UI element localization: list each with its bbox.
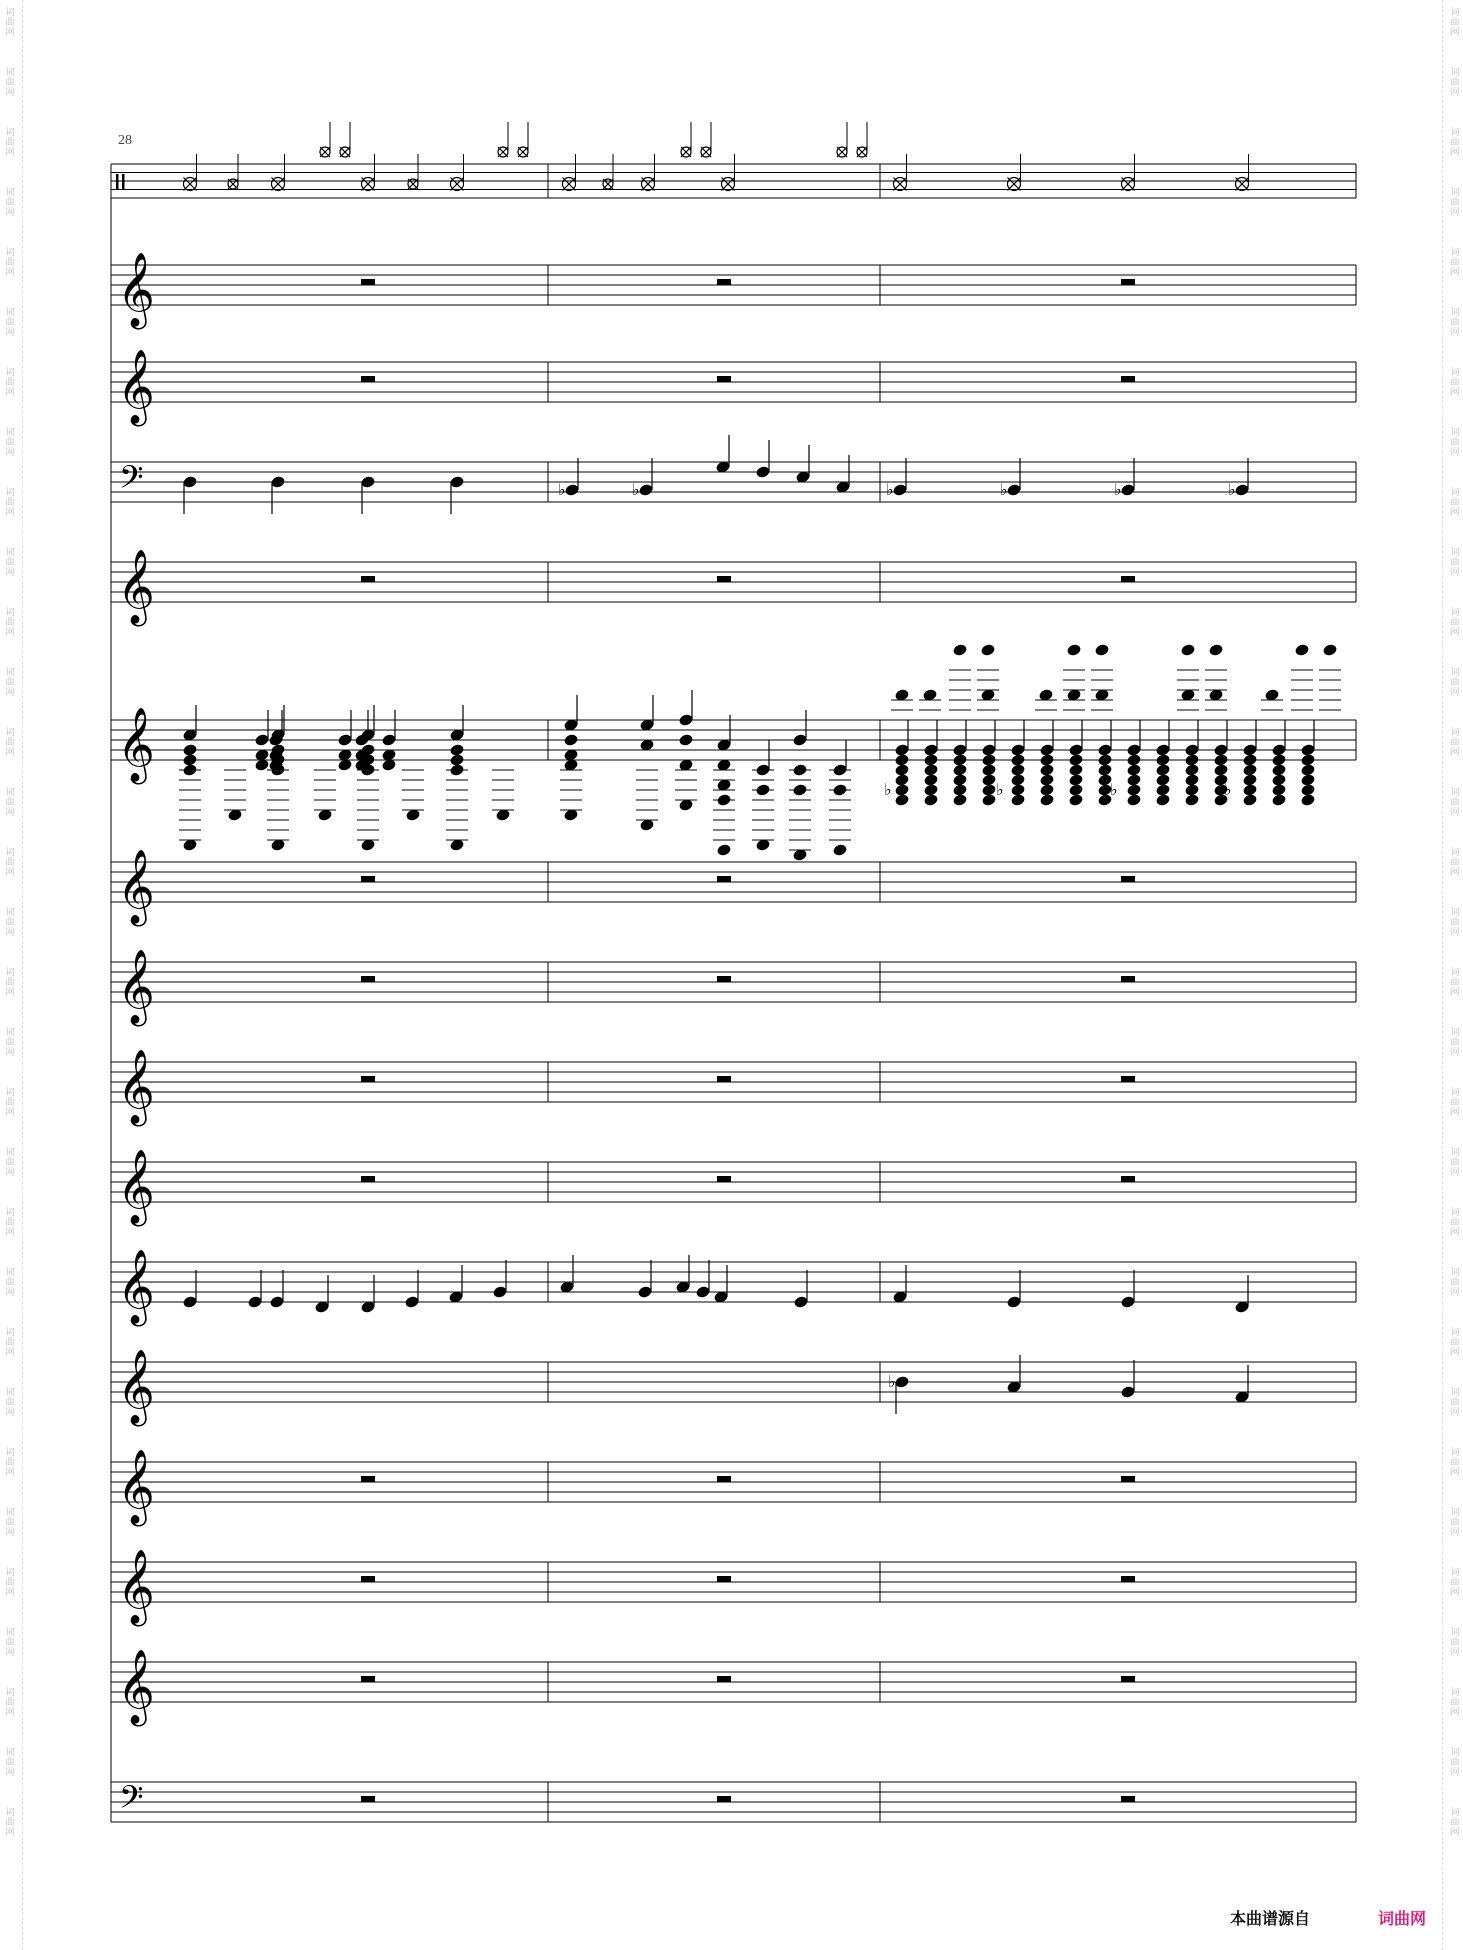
whole-rest	[717, 1796, 731, 1802]
chord-note	[1180, 643, 1196, 657]
chord-note	[1068, 793, 1084, 807]
chord-note	[894, 783, 910, 797]
footer-source-label: 本曲谱源自	[1230, 1909, 1311, 1928]
watermark-mark: 词 曲 网	[5, 608, 15, 638]
watermark-mark: 词 曲 网	[1450, 1088, 1460, 1118]
chord-note	[716, 843, 732, 857]
chord-note	[1010, 793, 1026, 807]
chord-note	[923, 793, 939, 807]
treble-clef: 𝄞	[117, 1450, 155, 1524]
flat-sign: ♭	[1000, 480, 1008, 499]
chord-note	[1242, 793, 1258, 807]
watermark-mark: 词 曲 网	[1450, 308, 1460, 338]
whole-rest	[1121, 1676, 1135, 1682]
chord-note	[923, 753, 939, 767]
whole-rest	[1121, 1796, 1135, 1802]
watermark-mark: 词 曲 网	[5, 1448, 15, 1478]
chord-note	[563, 733, 579, 747]
watermark-mark: 词 曲 网	[1450, 1028, 1460, 1058]
flat-sign: ♭	[1114, 480, 1122, 499]
treble-clef: 𝄞	[117, 253, 155, 327]
percussion-clef	[116, 174, 119, 190]
chord-note	[1213, 753, 1229, 767]
chord-note	[980, 643, 996, 657]
watermark-mark: 词 曲 网	[1450, 1388, 1460, 1418]
chord-note	[1126, 763, 1142, 777]
footer-site-link[interactable]: 词曲网	[1378, 1909, 1427, 1928]
watermark-mark: 词 曲 网	[1450, 1688, 1460, 1718]
watermark-mark: 词 曲 网	[1450, 548, 1460, 578]
watermark-mark: 词 曲 网	[1450, 728, 1460, 758]
watermark-mark: 词 曲 网	[5, 668, 15, 698]
whole-rest	[361, 576, 375, 582]
chord-note	[1242, 773, 1258, 787]
treble-clef: 𝄞	[117, 1650, 155, 1724]
whole-rest	[361, 1576, 375, 1582]
measure-number: 28	[118, 133, 132, 148]
whole-rest	[1121, 1476, 1135, 1482]
watermark-mark: 词 曲 网	[1450, 1208, 1460, 1238]
chord-note	[1039, 783, 1055, 797]
chord-note	[1097, 763, 1113, 777]
flat-sign: ♭	[1224, 780, 1232, 799]
chord-note	[1039, 793, 1055, 807]
watermark-mark: 词 曲 网	[5, 728, 15, 758]
chord-note	[1068, 763, 1084, 777]
chord-note	[952, 793, 968, 807]
treble-clef: 𝄞	[117, 1150, 155, 1224]
whole-rest	[1121, 876, 1135, 882]
percussion-clef	[122, 174, 125, 190]
chord-note	[1097, 753, 1113, 767]
watermark-mark: 词 曲 网	[5, 248, 15, 278]
watermark-mark: 词 曲 网	[5, 1328, 15, 1358]
watermark-mark: 词 曲 网	[1450, 1568, 1460, 1598]
whole-rest	[1121, 376, 1135, 382]
watermark-mark: 词 曲 网	[1450, 848, 1460, 878]
watermark-mark: 词 曲 网	[1450, 908, 1460, 938]
chord-note	[1010, 773, 1026, 787]
chord-note	[1155, 763, 1171, 777]
watermark-mark: 词 曲 网	[5, 908, 15, 938]
flat-sign: ♭	[558, 480, 566, 499]
whole-rest	[717, 1176, 731, 1182]
chord-note	[981, 773, 997, 787]
chord-note	[1068, 753, 1084, 767]
chord-note	[1094, 643, 1110, 657]
chord-note	[1184, 793, 1200, 807]
chord-note	[1155, 793, 1171, 807]
flat-sign: ♭	[1228, 480, 1236, 499]
treble-clef: 𝄞	[117, 1050, 155, 1124]
watermark-mark: 词 曲 网	[5, 368, 15, 398]
chord-note	[1213, 763, 1229, 777]
watermark-mark: 词 曲 网	[5, 1388, 15, 1418]
chord-note	[1242, 763, 1258, 777]
chord-note	[1271, 773, 1287, 787]
whole-rest	[361, 976, 375, 982]
chord-note	[1294, 643, 1310, 657]
watermark-mark: 词 曲 网	[5, 1688, 15, 1718]
chord-note	[894, 753, 910, 767]
chord-note	[1039, 763, 1055, 777]
chord-note	[1300, 793, 1316, 807]
watermark-mark: 词 曲 网	[1450, 8, 1460, 38]
whole-rest	[717, 1576, 731, 1582]
chord-note	[952, 753, 968, 767]
watermark-mark: 词 曲 网	[1450, 368, 1460, 398]
watermark-mark: 词 曲 网	[1450, 1148, 1460, 1178]
whole-rest	[361, 279, 375, 285]
treble-clef: 𝄞	[117, 550, 155, 624]
chord-note	[1271, 753, 1287, 767]
chord-note	[952, 783, 968, 797]
whole-rest	[1121, 1176, 1135, 1182]
treble-clef: 𝄞	[117, 1250, 155, 1324]
whole-rest	[361, 376, 375, 382]
whole-rest	[361, 876, 375, 882]
chord-note	[1300, 763, 1316, 777]
watermark-mark: 词 曲 网	[5, 1508, 15, 1538]
whole-rest	[1121, 976, 1135, 982]
chord-note	[952, 643, 968, 657]
watermark-mark: 词 曲 网	[5, 1268, 15, 1298]
watermark-mark: 词 曲 网	[1450, 968, 1460, 998]
chord-note	[1271, 783, 1287, 797]
chord-note	[894, 773, 910, 787]
watermark-mark: 词 曲 网	[5, 1628, 15, 1658]
whole-rest	[361, 1476, 375, 1482]
flat-sign: ♭	[996, 780, 1004, 799]
chord-note	[981, 783, 997, 797]
chord-note	[1184, 753, 1200, 767]
watermark-mark: 词 曲 网	[1450, 488, 1460, 518]
watermark-mark: 词 曲 网	[1450, 1808, 1460, 1838]
watermark-mark: 词 曲 网	[5, 1088, 15, 1118]
whole-rest	[717, 376, 731, 382]
whole-rest	[717, 279, 731, 285]
treble-clef: 𝄞	[117, 1550, 155, 1624]
watermark-mark: 词 曲 网	[1450, 68, 1460, 98]
chord-note	[1155, 783, 1171, 797]
whole-rest	[717, 876, 731, 882]
watermark-mark: 词 曲 网	[1450, 608, 1460, 638]
watermark-mark: 词 曲 网	[1450, 128, 1460, 158]
watermark-mark: 词 曲 网	[5, 1148, 15, 1178]
chord-note	[1242, 783, 1258, 797]
bass-clef: 𝄢	[119, 459, 144, 503]
chord-note	[678, 733, 694, 747]
whole-rest	[1121, 576, 1135, 582]
chord-note	[449, 743, 465, 757]
chord-note	[1300, 783, 1316, 797]
watermark-mark: 词 曲 网	[1450, 188, 1460, 218]
chord-note	[1010, 753, 1026, 767]
watermark-mark: 词 曲 网	[1450, 428, 1460, 458]
watermark-mark: 词 曲 网	[5, 968, 15, 998]
whole-rest	[717, 1476, 731, 1482]
chord-note	[981, 753, 997, 767]
treble-clef: 𝄞	[117, 708, 155, 782]
watermark-mark: 词 曲 网	[1450, 1268, 1460, 1298]
watermark-mark: 词 曲 网	[5, 308, 15, 338]
watermark-mark: 词 曲 网	[5, 1028, 15, 1058]
watermark-mark: 词 曲 网	[1450, 1448, 1460, 1478]
whole-rest	[717, 976, 731, 982]
chord-note	[1155, 773, 1171, 787]
chord-note	[1184, 783, 1200, 797]
chord-note	[1126, 793, 1142, 807]
whole-rest	[717, 1676, 731, 1682]
chord-note	[182, 743, 198, 757]
chord-note	[1039, 753, 1055, 767]
whole-rest	[361, 1176, 375, 1182]
chord-note	[1010, 783, 1026, 797]
whole-rest	[1121, 1576, 1135, 1582]
watermark-mark: 词 曲 网	[1450, 788, 1460, 818]
bass-clef: 𝄢	[119, 1779, 144, 1823]
chord-note	[923, 763, 939, 777]
watermark-mark: 词 曲 网	[5, 1568, 15, 1598]
treble-clef: 𝄞	[117, 1350, 155, 1424]
chord-note	[1155, 753, 1171, 767]
watermark-mark: 词 曲 网	[5, 1208, 15, 1238]
treble-clef: 𝄞	[117, 950, 155, 1024]
treble-clef: 𝄞	[117, 850, 155, 924]
chord-note	[1039, 773, 1055, 787]
chord-note	[1126, 753, 1142, 767]
watermark-mark: 词 曲 网	[5, 488, 15, 518]
chord-note	[1066, 643, 1082, 657]
chord-note	[1322, 643, 1338, 657]
treble-clef: 𝄞	[117, 350, 155, 424]
watermark-mark: 词 曲 网	[5, 848, 15, 878]
whole-rest	[1121, 279, 1135, 285]
chord-note	[1300, 753, 1316, 767]
watermark-mark: 词 曲 网	[5, 1748, 15, 1778]
chord-note	[1068, 783, 1084, 797]
whole-rest	[717, 1076, 731, 1082]
watermark-mark: 词 曲 网	[1450, 1628, 1460, 1658]
chord-note	[1126, 773, 1142, 787]
whole-rest	[361, 1076, 375, 1082]
chord-note	[952, 763, 968, 777]
watermark-mark: 词 曲 网	[5, 128, 15, 158]
flat-sign: ♭	[884, 780, 892, 799]
chord-note	[1208, 643, 1224, 657]
whole-rest	[361, 1796, 375, 1802]
chord-note	[449, 753, 465, 767]
watermark-mark: 词 曲 网	[5, 8, 15, 38]
chord-note	[1126, 783, 1142, 797]
watermark-mark: 词 曲 网	[5, 788, 15, 818]
whole-rest	[717, 576, 731, 582]
watermark-mark: 词 曲 网	[1450, 248, 1460, 278]
chord-note	[952, 773, 968, 787]
chord-note	[1271, 763, 1287, 777]
flat-sign: ♭	[886, 480, 894, 499]
chord-note	[1271, 793, 1287, 807]
chord-note	[981, 763, 997, 777]
chord-note	[1184, 763, 1200, 777]
watermark-mark: 词 曲 网	[5, 68, 15, 98]
watermark-mark: 词 曲 网	[5, 188, 15, 218]
flat-sign: ♭	[632, 480, 640, 499]
watermark-mark: 词 曲 网	[1450, 1508, 1460, 1538]
flat-sign: ♭	[888, 1372, 896, 1391]
whole-rest	[1121, 1076, 1135, 1082]
watermark-mark: 词 曲 网	[5, 428, 15, 458]
chord-note	[832, 843, 848, 857]
whole-rest	[361, 1676, 375, 1682]
chord-note	[1184, 773, 1200, 787]
chord-note	[182, 753, 198, 767]
chord-note	[1010, 763, 1026, 777]
watermark-mark: 词 曲 网	[5, 548, 15, 578]
chord-note	[923, 783, 939, 797]
chord-note	[1300, 773, 1316, 787]
watermark-mark: 词 曲 网	[5, 1808, 15, 1838]
chord-note	[1242, 753, 1258, 767]
watermark-mark: 词 曲 网	[1450, 1748, 1460, 1778]
chord-note	[1068, 773, 1084, 787]
watermark-mark: 词 曲 网	[1450, 668, 1460, 698]
chord-note	[923, 773, 939, 787]
watermark-mark: 词 曲 网	[1450, 1328, 1460, 1358]
chord-note	[894, 763, 910, 777]
flat-sign: ♭	[1110, 780, 1118, 799]
chord-note	[981, 793, 997, 807]
chord-note	[894, 793, 910, 807]
